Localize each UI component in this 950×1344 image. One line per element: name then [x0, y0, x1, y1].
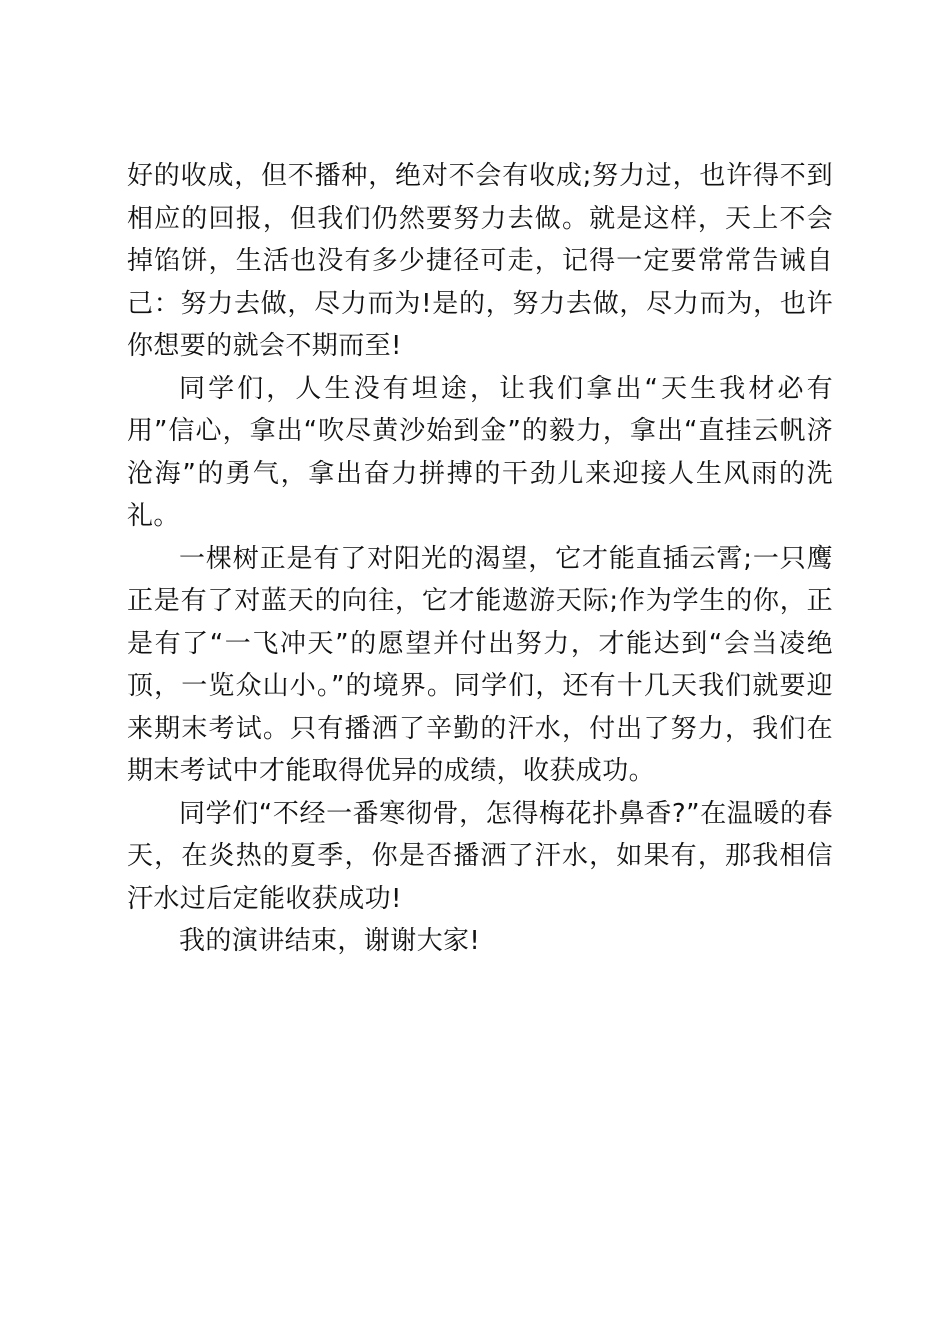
paragraph-classmates-no-easy-path: 同学们，人生没有坦途，让我们拿出“天生我材必有用”信心，拿出“吹尽黄沙始到金”的毅力，拿出“直挂云帆济沧海”的勇气，拿出奋力拼搏的干劲儿来迎接人生风雨的洗礼。 [127, 373, 833, 531]
paragraph-closing: 我的演讲结束，谢谢大家! [179, 926, 481, 956]
paragraph-tree-and-eagle: 一棵树正是有了对阳光的渴望，它才能直插云霄;一只鹰正是有了对蓝天的向往，它才能遨游天际;作为学生的你，正是有了“一飞冲天”的愿望并付出努力，才能达到“会当凌绝顶，一览众山小。”的境界。同学们，还有十几天我们就要迎来期末考试。只有播洒了辛勤的汗水，付出了努力，我们在期末考试中才能取得优异的成绩，收获成功。 [127, 543, 833, 786]
speech-body [127, 155, 833, 963]
paragraph-plum-blossom: 同学们“不经一番寒彻骨，怎得梅花扑鼻香?”在温暖的春天，在炎热的夏季，你是否播洒了汗水，如果有，那我相信汗水过后定能收获成功! [127, 798, 833, 914]
paragraph-continued: 好的收成，但不播种，绝对不会有收成;努力过，也许得不到相应的回报，但我们仍然要努力去做。就是这样，天上不会掉馅饼，生活也没有多少捷径可走，记得一定要常常告诫自己：努力去做，尽力而为!是的，努力去做，尽力而为，也许你想要的就会不期而至! [127, 161, 833, 361]
